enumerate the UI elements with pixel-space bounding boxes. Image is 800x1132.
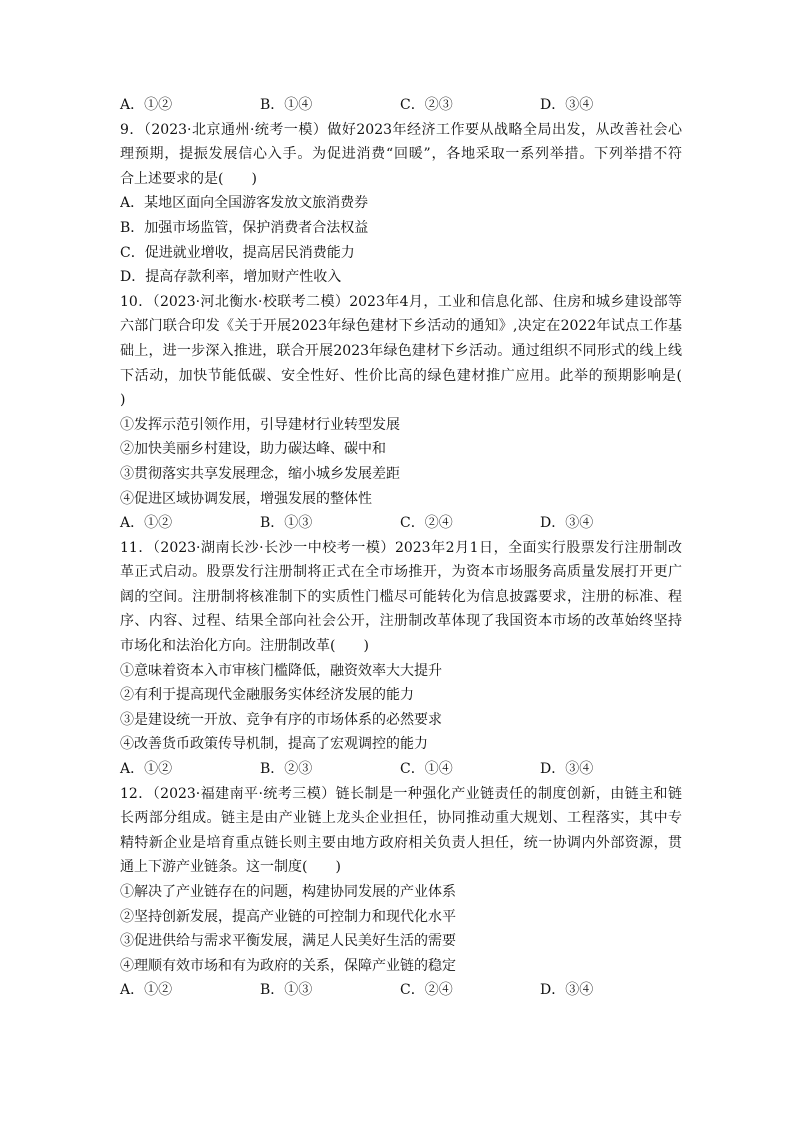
question-12: [120, 782, 682, 1003]
option-d: D．③④: [540, 982, 594, 999]
option-d: D．③④: [540, 515, 594, 532]
question-10-stem-line: ): [120, 392, 126, 409]
choice-a: A．某地区面向全国游客发放文旅消费券: [120, 195, 369, 212]
q11-options: [120, 757, 682, 782]
exam-page: [120, 93, 682, 1003]
statement-2: ②加快美丽乡村建设，助力碳达峰、碳中和: [120, 441, 386, 458]
statement-4: ④促进区域协调发展，增强发展的整体性: [120, 490, 372, 507]
statement-4: ④理顺有效市场和有为政府的关系，保障产业链的稳定: [120, 957, 456, 974]
option-c: C．②④: [400, 515, 453, 532]
option-a: A．①②: [120, 982, 173, 999]
question-12-stem-line: 通上下游产业链条。这一制度( ): [120, 859, 341, 876]
statement-2: ②有利于提高现代金融服务实体经济发展的能力: [120, 687, 414, 704]
question-11-stem-line: 阔的空间。注册制将核准制下的实质性门槛尽可能转化为信息披露要求，注册的标准、程: [120, 588, 682, 605]
statement-4: ④改善货币政策传导机制，提高了宏观调控的能力: [120, 736, 428, 753]
question-12-stem-line: 精特新企业是培育重点链长则主要由地方政府相关负责人担任，统一协调内外部资源，贯: [120, 834, 682, 851]
statement-3: ③促进供给与需求平衡发展，满足人民美好生活的需要: [120, 933, 456, 950]
question-10-stem-line: 下活动，加快节能低碳、安全性好、性价比高的绿色建材推广应用。此举的预期影响是(: [120, 367, 682, 384]
statement-1: ①意味着资本入市审核门槛降低，融资效率大大提升: [120, 662, 442, 679]
choice-b: B．加强市场监管，保护消费者合法权益: [120, 219, 369, 236]
question-9-stem-line: 9．（2023·北京通州·统考一模）做好2023年经济工作要从战略全局出发，从改善社会心: [120, 121, 682, 138]
option-a: A．①②: [120, 97, 173, 113]
question-9-stem-line: 合上述要求的是( ): [120, 170, 257, 187]
option-d: D．③④: [540, 761, 594, 778]
question-10: [120, 290, 682, 536]
option-b: B．①③: [260, 515, 313, 532]
question-12-stem-line: 12．（2023·福建南平·统考三模）链长制是一种强化产业链责任的制度创新，由链主和链: [120, 785, 682, 802]
option-b: B．②③: [260, 761, 313, 778]
option-c: C．②③: [400, 97, 453, 113]
question-10-stem-line: 础上，进一步深入推进，联合开展2023年绿色建材下乡活动。通过组织不同形式的线上线: [120, 342, 682, 359]
question-11-stem-line: 革正式启动。股票发行注册制将正式在全市场推开，为资本市场服务高质量发展打开更广: [120, 564, 682, 581]
question-11-stem-line: 11．（2023·湖南长沙·长沙一中校考一模）2023年2月1日，全面实行股票发行注册制改: [120, 539, 682, 556]
q12-options: [120, 978, 682, 1003]
statement-3: ③是建设统一开放、竞争有序的市场体系的必然要求: [120, 711, 442, 728]
statement-3: ③贯彻落实共享发展理念，缩小城乡发展差距: [120, 465, 400, 482]
question-11: [120, 536, 682, 782]
statement-1: ①解决了产业链存在的问题，构建协同发展的产业体系: [120, 884, 456, 900]
question-10-stem-line: 10．（2023·河北衡水·校联考二模）2023年4月，工业和信息化部、住房和城乡建设部等: [120, 293, 682, 310]
choice-d: D．提高存款利率，增加财产性收入: [120, 269, 342, 286]
question-10-stem-line: 六部门联合印发《关于开展2023年绿色建材下乡活动的通知》,决定在2022年试点工作基: [120, 318, 682, 335]
q8-options: [120, 93, 682, 118]
statement-1: ①发挥示范引领作用，引导建材行业转型发展: [120, 416, 400, 433]
option-a: A．①②: [120, 515, 173, 532]
question-9: [120, 118, 682, 290]
question-11-stem-line: 市场化和法治化方向。注册制改革( ): [120, 638, 369, 655]
option-b: B．①④: [260, 97, 313, 113]
question-9-stem-line: 理预期，提振发展信心入手。为促进消费“回暖”，各地采取一系列举措。下列举措不符: [120, 146, 682, 163]
question-11-stem-line: 序、内容、过程、结果全部向社会公开，注册制改革体现了我国资本市场的改革始终坚持: [120, 613, 682, 630]
option-d: D．③④: [540, 97, 594, 113]
choice-c: C．促进就业增收，提高居民消费能力: [120, 244, 355, 261]
statement-2: ②坚持创新发展，提高产业链的可控制力和现代化水平: [120, 908, 456, 925]
option-b: B．①③: [260, 982, 313, 999]
question-12-stem-line: 长两部分组成。链主是由产业链上龙头企业担任，协同推动重大规划、工程落实，其中专: [120, 810, 682, 827]
option-c: C．②④: [400, 982, 453, 999]
option-a: A．①②: [120, 761, 173, 778]
option-c: C．①④: [400, 761, 453, 778]
q10-options: [120, 511, 682, 536]
